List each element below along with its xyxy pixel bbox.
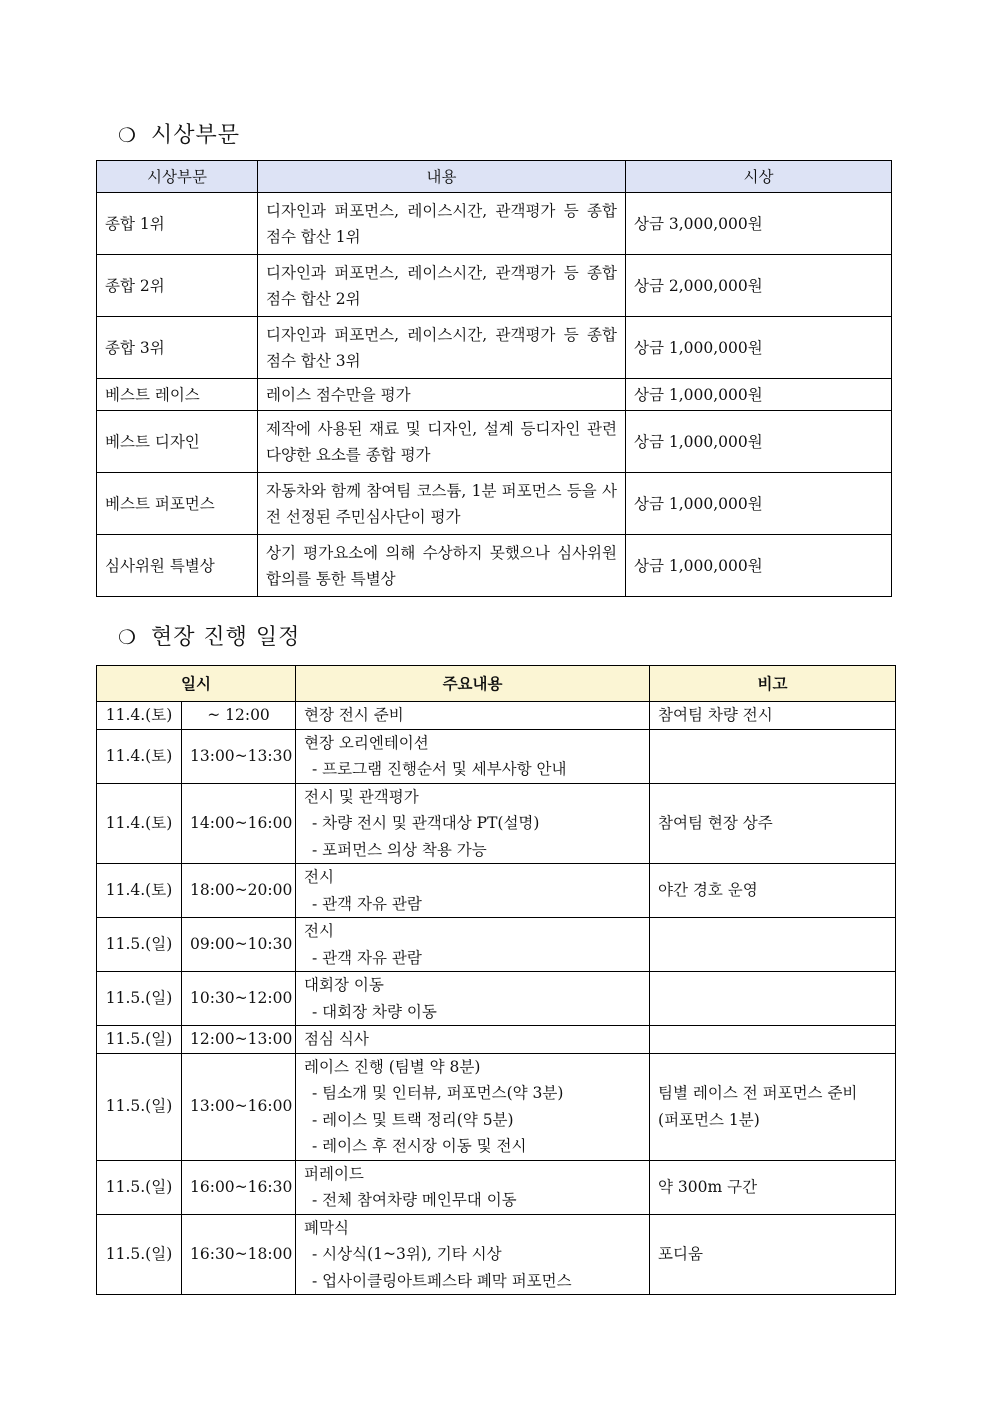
schedule-note <box>650 783 896 864</box>
schedule-content-main: 전시 <box>304 868 334 886</box>
schedule-content <box>296 729 650 783</box>
award-category: 심사위원 특별상 <box>97 535 258 597</box>
awards-header-prize: 시상 <box>626 161 892 193</box>
schedule-row <box>97 783 896 864</box>
award-row <box>97 193 892 255</box>
schedule-note-line: 약 300m 구간 <box>658 1177 758 1196</box>
schedule-note-line: 참여팀 현장 상주 <box>658 814 773 832</box>
award-prize: 상금 1,000,000원 <box>626 379 892 411</box>
schedule-content-main: 현장 오리엔테이션 <box>304 733 429 752</box>
schedule-row <box>97 1214 896 1295</box>
award-row <box>97 411 892 473</box>
award-row <box>97 317 892 379</box>
schedule-note-line: 야간 경호 운영 <box>658 881 758 900</box>
schedule-content <box>296 918 650 972</box>
award-content: 제작에 사용된 재료 및 디자인, 설계 등디자인 관련 다양한 요소를 종합 평가 <box>258 411 626 473</box>
schedule-time: 18:00~20:00 <box>182 864 296 918</box>
schedule-note <box>650 864 896 918</box>
schedule-header-content: 주요내용 <box>296 666 650 702</box>
schedule-section-title <box>118 620 300 651</box>
award-category: 베스트 퍼포먼스 <box>97 473 258 535</box>
award-category: 종합 1위 <box>97 193 258 255</box>
schedule-content-sub: - 레이스 및 트랙 정리(약 5분) <box>312 1110 514 1129</box>
schedule-time: 13:00~13:30 <box>182 729 296 783</box>
award-category: 베스트 디자인 <box>97 411 258 473</box>
schedule-date: 11.5.(일) <box>97 1053 182 1160</box>
schedule-note <box>650 1053 896 1160</box>
award-prize: 상금 1,000,000원 <box>626 535 892 597</box>
award-content: 자동차와 함께 참여팀 코스튬, 1분 퍼포먼스 등을 사전 선정된 주민심사단이 평가 <box>258 473 626 535</box>
schedule-table <box>96 665 896 1295</box>
schedule-content-main: 퍼레이드 <box>304 1164 364 1183</box>
schedule-row <box>97 1053 896 1160</box>
schedule-header-note: 비고 <box>650 666 896 702</box>
schedule-content-sub: - 시상식(1~3위), 기타 시상 <box>312 1245 502 1263</box>
schedule-note <box>650 1160 896 1214</box>
schedule-content <box>296 1160 650 1214</box>
schedule-content-main: 레이스 진행 (팀별 약 8분) <box>304 1057 481 1076</box>
award-prize: 상금 1,000,000원 <box>626 317 892 379</box>
schedule-note <box>650 729 896 783</box>
award-row <box>97 473 892 535</box>
schedule-note-line: 팀별 레이스 전 퍼포먼스 준비 <box>658 1084 858 1102</box>
schedule-date: 11.4.(토) <box>97 864 182 918</box>
schedule-time: 16:30~18:00 <box>182 1214 296 1295</box>
schedule-content <box>296 1053 650 1160</box>
award-prize: 상금 3,000,000원 <box>626 193 892 255</box>
schedule-date: 11.5.(일) <box>97 1026 182 1054</box>
schedule-time: ~ 12:00 <box>182 702 296 730</box>
schedule-content-main: 전시 및 관객평가 <box>304 787 419 806</box>
awards-header-category: 시상부문 <box>97 161 258 193</box>
schedule-time: 12:00~13:00 <box>182 1026 296 1054</box>
schedule-date: 11.5.(일) <box>97 1160 182 1214</box>
schedule-content <box>296 864 650 918</box>
schedule-row <box>97 702 896 730</box>
schedule-note <box>650 702 896 730</box>
schedule-content-sub: - 대회장 차량 이동 <box>312 1002 437 1021</box>
schedule-content-main: 전시 <box>304 922 334 940</box>
awards-section-title <box>118 118 240 149</box>
schedule-content-sub: - 관객 자유 관람 <box>312 894 422 913</box>
schedule-content <box>296 783 650 864</box>
award-category: 종합 3위 <box>97 317 258 379</box>
schedule-content-sub: - 관객 자유 관람 <box>312 948 422 967</box>
schedule-note <box>650 1214 896 1295</box>
award-content: 디자인과 퍼포먼스, 레이스시간, 관객평가 등 종합 점수 합산 3위 <box>258 317 626 379</box>
schedule-date: 11.4.(토) <box>97 702 182 730</box>
award-row <box>97 535 892 597</box>
schedule-note-line: (퍼포먼스 1분) <box>658 1110 760 1129</box>
schedule-content-sub: - 업사이클링아트페스타 폐막 퍼포먼스 <box>312 1271 572 1290</box>
schedule-content-main: 폐막식 <box>304 1218 349 1237</box>
schedule-note <box>650 918 896 972</box>
schedule-date: 11.5.(일) <box>97 918 182 972</box>
schedule-title-text: 현장 진행 일정 <box>150 625 301 650</box>
schedule-content-main: 점심 식사 <box>304 1030 369 1048</box>
schedule-note <box>650 1026 896 1054</box>
award-content: 디자인과 퍼포먼스, 레이스시간, 관객평가 등 종합 점수 합산 1위 <box>258 193 626 255</box>
award-prize: 상금 1,000,000원 <box>626 411 892 473</box>
schedule-time: 14:00~16:00 <box>182 783 296 864</box>
schedule-date: 11.5.(일) <box>97 1214 182 1295</box>
schedule-date: 11.5.(일) <box>97 972 182 1026</box>
schedule-row <box>97 729 896 783</box>
schedule-time: 10:30~12:00 <box>182 972 296 1026</box>
schedule-row <box>97 918 896 972</box>
award-content: 레이스 점수만을 평가 <box>258 379 626 411</box>
schedule-row <box>97 1026 896 1054</box>
schedule-note-line: 참여팀 차량 전시 <box>658 706 773 724</box>
schedule-time: 13:00~16:00 <box>182 1053 296 1160</box>
award-row <box>97 255 892 317</box>
schedule-note <box>650 972 896 1026</box>
award-content: 상기 평가요소에 의해 수상하지 못했으나 심사위원 합의를 통한 특별상 <box>258 535 626 597</box>
circle-bullet-icon: ❍ <box>118 123 137 147</box>
circle-bullet-icon: ❍ <box>118 625 137 649</box>
schedule-row <box>97 972 896 1026</box>
awards-header-row <box>97 161 892 193</box>
award-prize: 상금 1,000,000원 <box>626 473 892 535</box>
schedule-content-sub: - 포퍼먼스 의상 착용 가능 <box>312 840 487 859</box>
schedule-row <box>97 864 896 918</box>
schedule-row <box>97 1160 896 1214</box>
award-category: 베스트 레이스 <box>97 379 258 411</box>
schedule-note-line: 포디움 <box>658 1245 703 1263</box>
schedule-date: 11.4.(토) <box>97 783 182 864</box>
schedule-content-main: 대회장 이동 <box>304 976 384 994</box>
schedule-time: 09:00~10:30 <box>182 918 296 972</box>
schedule-content <box>296 702 650 730</box>
schedule-content-main: 현장 전시 준비 <box>304 706 404 724</box>
schedule-date: 11.4.(토) <box>97 729 182 783</box>
awards-header-content: 내용 <box>258 161 626 193</box>
schedule-content-sub: - 전체 참여차량 메인무대 이동 <box>312 1191 517 1209</box>
schedule-content <box>296 1214 650 1295</box>
schedule-content-sub: - 팀소개 및 인터뷰, 퍼포먼스(약 3분) <box>312 1084 564 1102</box>
schedule-content-sub: - 프로그램 진행순서 및 세부사항 안내 <box>312 760 567 778</box>
award-category: 종합 2위 <box>97 255 258 317</box>
schedule-time: 16:00~16:30 <box>182 1160 296 1214</box>
schedule-content <box>296 1026 650 1054</box>
schedule-header-row <box>97 666 896 702</box>
award-prize: 상금 2,000,000원 <box>626 255 892 317</box>
schedule-content-sub: - 레이스 후 전시장 이동 및 전시 <box>312 1137 527 1155</box>
award-row <box>97 379 892 411</box>
schedule-header-datetime: 일시 <box>97 666 296 702</box>
award-content: 디자인과 퍼포먼스, 레이스시간, 관객평가 등 종합 점수 합산 2위 <box>258 255 626 317</box>
schedule-content-sub: - 차량 전시 및 관객대상 PT(설명) <box>312 814 540 832</box>
awards-title-text: 시상부문 <box>150 123 240 148</box>
awards-table <box>96 160 892 597</box>
schedule-content <box>296 972 650 1026</box>
